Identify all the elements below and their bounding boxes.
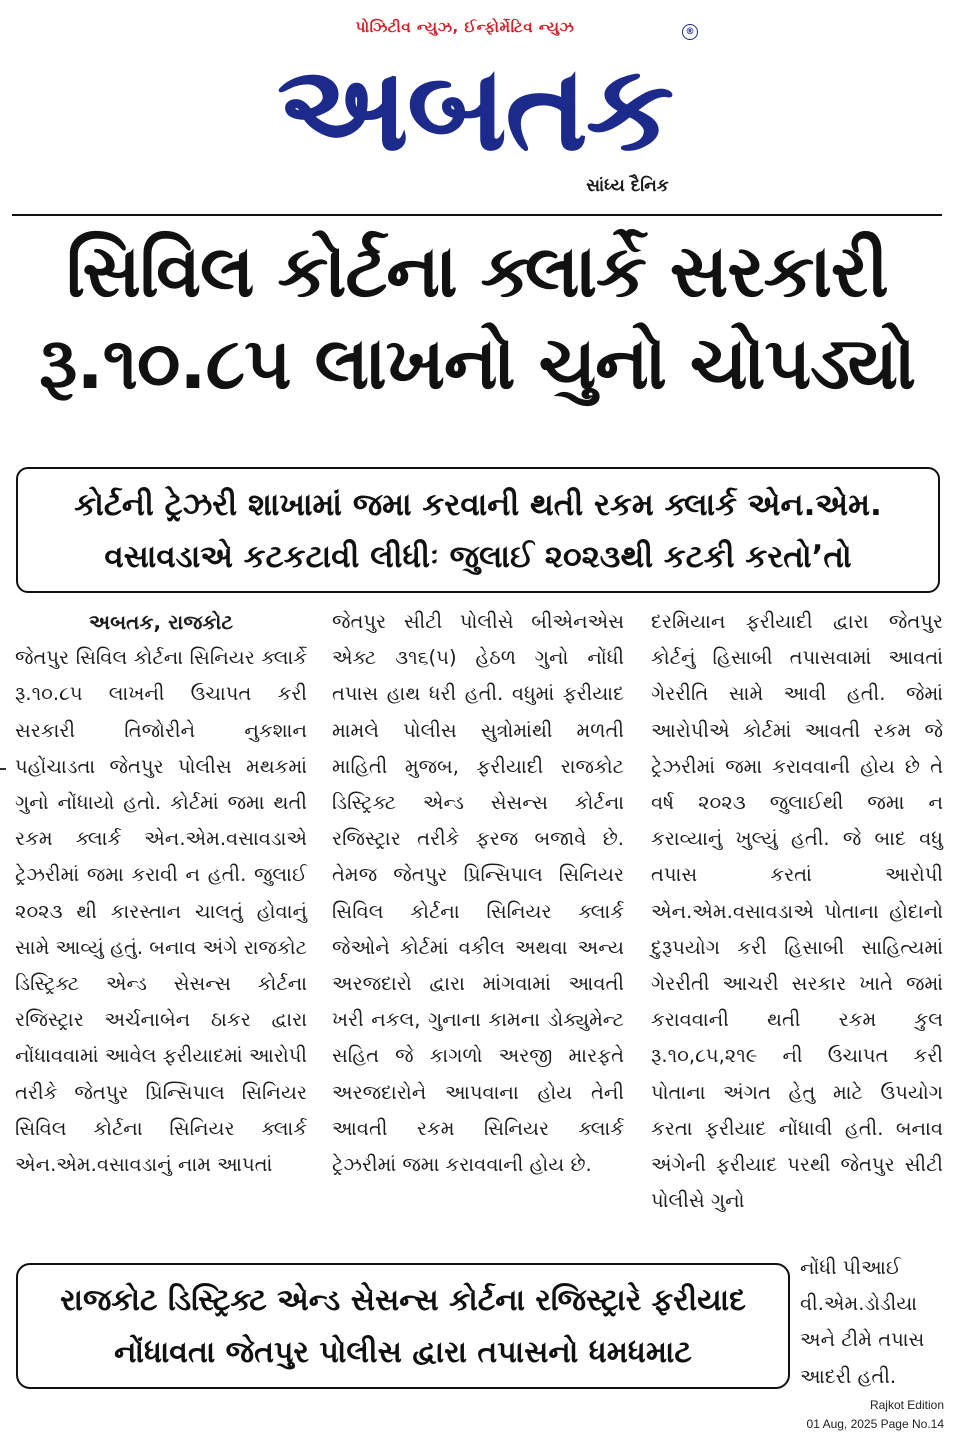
edition-footer: [807, 1396, 944, 1434]
masthead: [0, 0, 954, 215]
header-divider: [12, 214, 942, 216]
article-column-2: [332, 604, 624, 1183]
byline: અબતક, રાજકોટ: [88, 610, 234, 634]
article-text-column-2: જેતપુર સીટી પોલીસે બીએનએસ એક્ટ ૩૧૬(૫) હેઠળ ગુનો નોંધી તપાસ હાથ ધરી હતી. વધુમાં ફરીયાદ મામલે પોલીસ સુત્રોમાંથી મળતી માહિતી મુજબ, ફરીયાદી રાજકોટ ડિસ્ટ્રિક્ટ એન્ડ સેસન્સ કોર્ટના રજિસ્ટ્રાર તરીકે ફરજ બજાવે છે. તેમજ જેતપુર પ્રિન્સિપાલ સિનિયર સિવિલ કોર્ટના સિનિયર ક્લાર્ક જેઓને કોર્ટમાં વકીલ અથવા અન્ય અરજદારો દ્વારા માંગવામાં આવતી ખરી નકલ, ગુનાના કામના ડોક્યુમેન્ટ સહિત જે કાગળો અરજી મારફતે અરજદારોને આપવાના હોય તેની આવતી રકમ સિનિયર ક્લાર્ક ટ્રેઝરીમાં જમા કરાવવાની હોય છે.: [332, 610, 624, 1177]
edition-date-page: 01 Aug, 2025 Page No.14: [806, 1417, 944, 1431]
subheadline-box: [16, 467, 940, 593]
masthead-tagline: પોઝિટીવ ન્યુઝ, ઈન્ફોર્મેટિવ ન્યુઝ: [355, 18, 575, 36]
headline: [12, 226, 942, 410]
subheadline-line-2: વસાવડાએ કટકટાવી લીધીઃ જુલાઈ ૨૦૨૩થી કટકી કરતો’તો: [104, 539, 852, 575]
callout-line-1: રાજકોટ ડિસ્ટ્રિક્ટ એન્ડ સેસન્સ કોર્ટના રજિસ્ટ્રારે ફરીયાદ: [60, 1283, 746, 1318]
masthead-subtitle: સાંધ્ય દૈનિક: [586, 176, 669, 196]
article-text-column-1: જેતપુર સિવિલ કોર્ટના સિનિયર ક્લાર્કે રૂ.૧૦.૮૫ લાખની ઉચાપત કરી સરકારી તિજોરીને નુકશાન પહોંચાડતા જેતપુર પોલીસ મથકમાં ગુનો નોંધાયો હતો. કોર્ટમાં જમા થતી રકમ ક્લાર્ક એન.એમ.વસાવડાએ ટ્રેઝરીમાં જમા કરાવી ન હતી. જુલાઈ ૨૦૨૩ થી કારસ્તાન ચાલતું હોવાનું સામે આવ્યું હતું. બનાવ અંગે રાજકોટ ડિસ્ટ્રિક્ટ એન્ડ સેસન્સ કોર્ટના રજિસ્ટ્રાર અર્ચનાબેન ઠાકર દ્વારા નોંધાવવામાં આવેલ ફરીયાદમાં આરોપી તરીકે જેતપુર પ્રિન્સિપાલ સિનિયર સિવિલ કોર્ટના સિનિયર ક્લાર્ક એન.એમ.વસાવડાનું નામ આપતાં: [15, 646, 307, 1177]
callout-line-2: નોંધાવતા જેતપુર પોલીસ દ્વારા તપાસનો ધમધમાટ: [114, 1335, 692, 1370]
headline-line-1: સિવિલ કોર્ટના ક્લાર્કે સરકારી: [66, 229, 888, 313]
article-column-1: [15, 604, 307, 1183]
callout-box: [16, 1263, 790, 1389]
edition-name: Rajkot Edition: [869, 1398, 944, 1412]
article-column-3: [651, 604, 943, 1219]
newspaper-logo: અબતક: [276, 38, 673, 177]
margin-mark: [0, 768, 6, 770]
registered-mark-icon: ®: [682, 24, 698, 40]
headline-line-2: રૂ.૧૦.૮૫ લાખનો ચુનો ચોપડ્યો: [39, 321, 915, 405]
subheadline-line-1: કોર્ટની ટ્રેઝરી શાખામાં જમા કરવાની થતી રકમ ક્લાર્ક એન.એમ.: [74, 487, 882, 523]
article-text-column-3: દરમિયાન ફરીયાદી દ્વારા જેતપુર કોર્ટનું હિસાબી તપાસવામાં આવતાં ગેરરીતિ સામે આવી હતી. જેમાં આરોપીએ કોર્ટમાં આવતી રકમ જે ટ્રેઝરીમાં જમા કરાવવાની હોય છે તે વર્ષ ૨૦૨૩ જુલાઈથી જમા ન કરાવ્યાનું ખુલ્યું હતી. જે બાદ વધુ તપાસ કરતાં આરોપી એન.એમ.વસાવડાએ પોતાના હોદાનો દુરૂપયોગ કરી હિસાબી સાહિત્યમાં ગેરરીતી આચરી સરકાર ખાતે જમાં કરાવવાની થતી રકમ કુલ રૂ.૧૦,૮૫,૨૧૯ ની ઉચાપત કરી પોતાના અંગત હેતુ માટે ઉપયોગ કરતા ફરીયાદ નોંધાવી હતી. બનાવ અંગેની ફરીયાદ પરથી જેતપુર સીટી પોલીસે ગુનો: [651, 610, 943, 1213]
article-column-3-continuation: નોંધી પીઆઈ વી.એમ.ડોડીયા અને ટીમે તપાસ આદરી હતી.: [800, 1256, 925, 1388]
